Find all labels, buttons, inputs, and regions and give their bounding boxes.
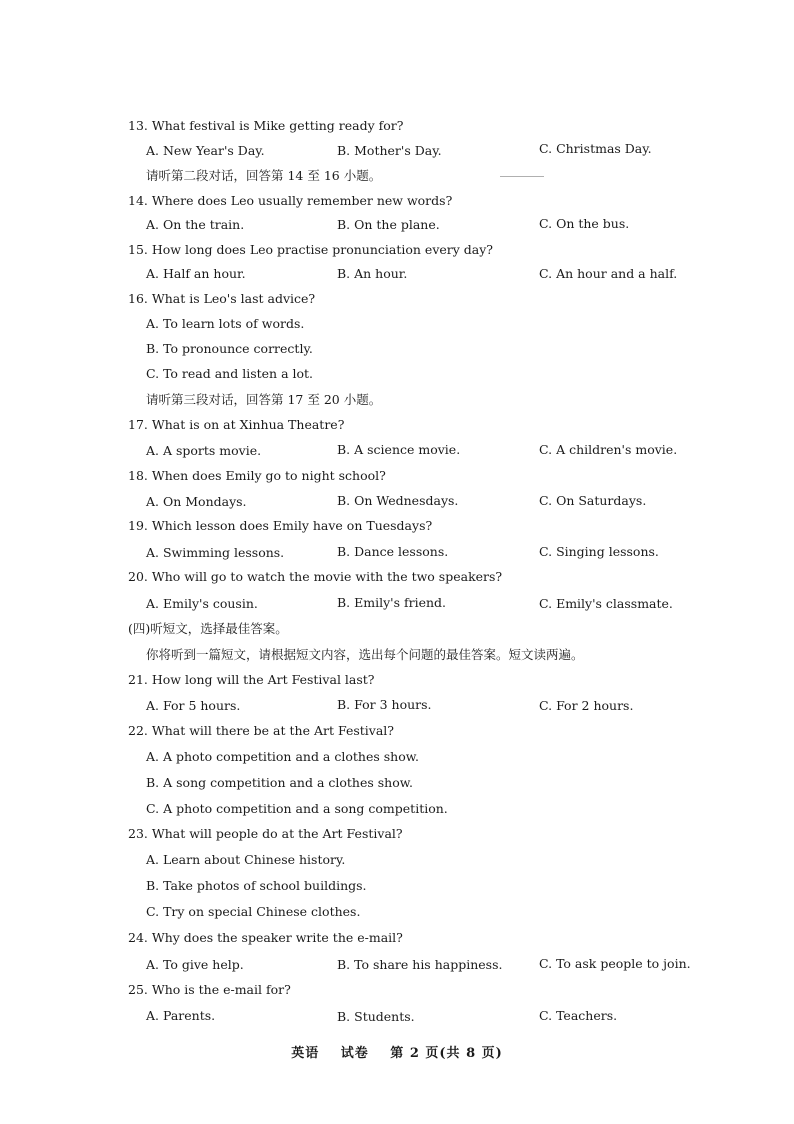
q22-option-c: C. A photo competition and a song competition.	[146, 801, 448, 816]
q21-option-b: B. For 3 hours.	[337, 697, 432, 712]
part-4-instruction: 你将听到一篇短文，请根据短文内容，选出每个问题的最佳答案。短文读两遍。	[146, 647, 584, 662]
q24-option-c: C. To ask people to join.	[539, 956, 691, 971]
q18-option-c: C. On Saturdays.	[539, 493, 647, 508]
question-16: 16. What is Leo's last advice?	[128, 291, 316, 306]
q23-option-c: C. Try on special Chinese clothes.	[146, 904, 361, 919]
q14-option-b: B. On the plane.	[337, 217, 440, 232]
q23-option-b: B. Take photos of school buildings.	[146, 878, 367, 893]
q13-option-b: B. Mother's Day.	[337, 143, 442, 158]
q25-option-b: B. Students.	[337, 1009, 415, 1024]
q16-option-c: C. To read and listen a lot.	[146, 366, 314, 381]
q25-option-c: C. Teachers.	[539, 1008, 618, 1023]
q14-option-c: C. On the bus.	[539, 216, 630, 231]
q24-option-b: B. To share his happiness.	[337, 957, 503, 972]
question-21: 21. How long will the Art Festival last?	[128, 672, 375, 687]
q21-option-a: A. For 5 hours.	[146, 698, 241, 713]
q19-option-a: A. Swimming lessons.	[146, 545, 285, 560]
question-25: 25. Who is the e-mail for?	[128, 982, 291, 997]
question-17: 17. What is on at Xinhua Theatre?	[128, 417, 345, 432]
question-15: 15. How long does Leo practise pronunciation every day?	[128, 242, 494, 257]
question-22: 22. What will there be at the Art Festival?	[128, 723, 394, 738]
question-19: 19. Which lesson does Emily have on Tuesdays?	[128, 518, 433, 533]
footer-subject: 英语	[291, 1046, 320, 1061]
q25-option-a: A. Parents.	[146, 1008, 216, 1023]
q15-option-a: A. Half an hour.	[146, 266, 246, 281]
q22-option-b: B. A song competition and a clothes show.	[146, 775, 413, 790]
q21-option-c: C. For 2 hours.	[539, 698, 634, 713]
question-13: 13. What festival is Mike getting ready for?	[128, 118, 404, 133]
question-14: 14. Where does Leo usually remember new words?	[128, 193, 453, 208]
q19-option-c: C. Singing lessons.	[539, 544, 659, 559]
q20-option-b: B. Emily's friend.	[337, 595, 447, 610]
q18-option-b: B. On Wednesdays.	[337, 493, 459, 508]
q17-option-c: C. A children's movie.	[539, 442, 678, 457]
page-footer	[0, 1042, 794, 1061]
q13-option-c: C. Christmas Day.	[539, 141, 652, 156]
question-20: 20. Who will go to watch the movie with the two speakers?	[128, 569, 503, 584]
q19-option-b: B. Dance lessons.	[337, 544, 449, 559]
q17-option-a: A. A sports movie.	[146, 443, 262, 458]
question-23: 23. What will people do at the Art Festival?	[128, 826, 403, 841]
q14-option-a: A. On the train.	[146, 217, 245, 232]
q16-option-b: B. To pronounce correctly.	[146, 341, 313, 356]
q17-option-b: B. A science movie.	[337, 442, 461, 457]
section-3-instruction: 请听第三段对话，回答第 17 至 20 小题。	[146, 392, 382, 407]
scan-mark	[500, 176, 544, 177]
question-24: 24. Why does the speaker write the e-mail?	[128, 930, 403, 945]
q16-option-a: A. To learn lots of words.	[146, 316, 305, 331]
question-18: 18. When does Emily go to night school?	[128, 468, 386, 483]
q13-option-a: A. New Year's Day.	[146, 143, 265, 158]
part-4-title: (四)听短文，选择最佳答案。	[128, 621, 288, 636]
q15-option-c: C. An hour and a half.	[539, 266, 678, 281]
footer-page-number: 第 2 页(共 8 页)	[390, 1046, 503, 1061]
q20-option-a: A. Emily's cousin.	[146, 596, 258, 611]
q18-option-a: A. On Mondays.	[146, 494, 247, 509]
q22-option-a: A. A photo competition and a clothes show.	[146, 749, 419, 764]
q23-option-a: A. Learn about Chinese history.	[146, 852, 346, 867]
footer-type: 试卷	[340, 1046, 369, 1061]
q24-option-a: A. To give help.	[146, 957, 244, 972]
q15-option-b: B. An hour.	[337, 266, 408, 281]
q20-option-c: C. Emily's classmate.	[539, 596, 673, 611]
section-2-instruction: 请听第二段对话，回答第 14 至 16 小题。	[146, 168, 382, 183]
